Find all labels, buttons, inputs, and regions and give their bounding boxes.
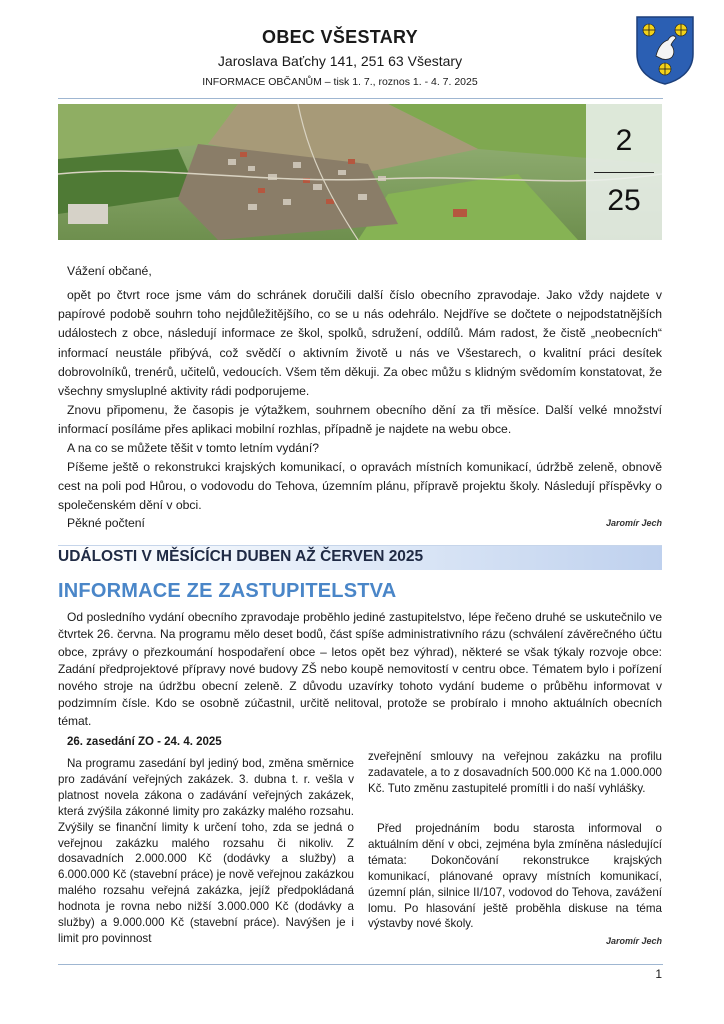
closing-line: Pěkné počtení [67, 516, 145, 530]
meeting-text-right: Před projednáním bodu starosta informoval o aktuálním dění v obci, zejména byla zmíněna následující témata: Dokončování rekonstrukce krajských komunikací, plánované opravy místních komunikací, územní plán, silnice II/107, vodovod do Tehova, zavážení lomu. Po hlasování ještě proběhla diskuse na téma výstavby nové školy. [368, 822, 662, 931]
coat-of-arms-icon [634, 14, 696, 86]
page-number: 1 [655, 967, 662, 981]
intro-paragraph: A na co se můžete těšit v tomto letním vydání? [67, 441, 319, 455]
author-signature: Jaromír Jech [605, 518, 662, 528]
section-heading: INFORMACE ZE ZASTUPITELSTVA [58, 580, 397, 602]
issue-number: 2 [615, 124, 633, 157]
municipal-address: Jaroslava Baťchy 141, 251 63 Všestary [217, 53, 463, 69]
aerial-village-photo [58, 104, 662, 240]
meeting-heading: 26. zasedání ZO - 24. 4. 2025 [67, 736, 222, 748]
meeting-text-right: zveřejnění smlouvy na veřejnou zakázku na profilu zadavatele, a to z dosavadních 500.000 Kč na 1.000.000 Kč. Tuto změnu zastupitelé promítli i do naší vyhlášky. [368, 750, 662, 795]
intro-paragraph: Píšeme ještě o rekonstrukci krajských komunikací, o opravách místních komunikací, údržbě zeleně, obnově cest na poli pod Hůrou, o vodovodu do Tehova, územním plánu, přípravě projektu školy. Následují příspěvky o společenském dění v obci. [58, 460, 662, 513]
masthead [0, 0, 724, 100]
section-band-title: UDÁLOSTI V MĚSÍCÍCH DUBEN AŽ ČERVEN 2025 [58, 548, 424, 565]
newsletter-title: OBEC VŠESTARY [262, 27, 418, 47]
intro-paragraph: opět po čtvrt roce jsme vám do schránek doručili další číslo obecního zpravodaje. Jako vždy najdete v papírové podobě souhrn toho nejdůležitějšího, co se u nás odehrálo. Nejdříve se dočtete o nejpodstatnějších událostech z obce, následují informace ze škol, spolků, sdružení, oddílů. Mám radost, že čistě „neobecních“ informací neustále přibývá, což svědčí o aktivním životě u nás ve Všestarech, o kvalitní práci desítek dobrovolníků, trenérů, učitelů, vedoucích. Všem těm děkuji. Za obec můžu s klidným svědomím konstatovat, že všechny smysluplné aktivity rádi podporujeme. [58, 288, 662, 399]
issue-year: 25 [607, 184, 641, 217]
header-rule [58, 98, 663, 99]
author-signature: Jaromír Jech [605, 936, 662, 946]
section-paragraph: Od posledního vydání obecního zpravodaje proběhlo jediné zastupitelstvo, lépe řečeno druhé se uskutečnilo ve čtvrtek 26. června. Na programu mělo deset bodů, část spíše administrativního rázu (schválení závěrečného účtu obce, zprávy o přezkoumání hospodaření obce – letos opět bez výhrad), některé se však týkaly rozvoje obce: Zadání předprojektové přípravy nové budovy ZŠ nebo koupě nemovitostí v centru obce. Tématem bylo i pořízení nového stroje na údržbu obecní zeleně. Z důvodu uzavírky tohoto vydání budeme o průběhu informovat v podzimním čísle. Kdo se osobně zúčastnil, určitě nelitoval, protože se probíralo i mnoho aktuálních obecních témat. [58, 610, 662, 728]
meeting-text-left: Na programu zasedání byl jediný bod, změna směrnice pro zadávání veřejných zakázek. 3. dubna t. r. vešla v platnost novela zákona o zadávání veřejných zakázek, která zvýšila zákonné limity pro zakázky malého rozsahu. Zvýšily se finanční limity k určení toho, zda se jedná o veřejnou zakázku malého rozsahu či nikoliv. Z dosavadních 2.000.000 Kč (dodávky a služby) a 6.000.000 Kč (stavební práce) je nově veřejnou zakázkou malého rozsahu veřejná zakázka, jejíž předpokládaná hodnota je rovna nebo nižší 3.000.000 Kč (dodávky a služby) a 9.000.000 Kč (stavební práce). Navýšen je i limit pro povinnost [58, 757, 354, 945]
issue-number-divider [594, 172, 654, 173]
greeting: Vážení občané, [67, 264, 152, 278]
intro-paragraph: Znovu připomenu, že časopis je výtažkem, souhrnem obecního dění za tři měsíce. Další velké množství informací posíláme přes aplikaci mobilní rozhlas, případně je najdete na webu obce. [58, 403, 662, 437]
footer-rule [58, 964, 663, 965]
issue-info: INFORMACE OBČANŮM – tisk 1. 7., roznos 1. - 4. 7. 2025 [202, 76, 478, 88]
